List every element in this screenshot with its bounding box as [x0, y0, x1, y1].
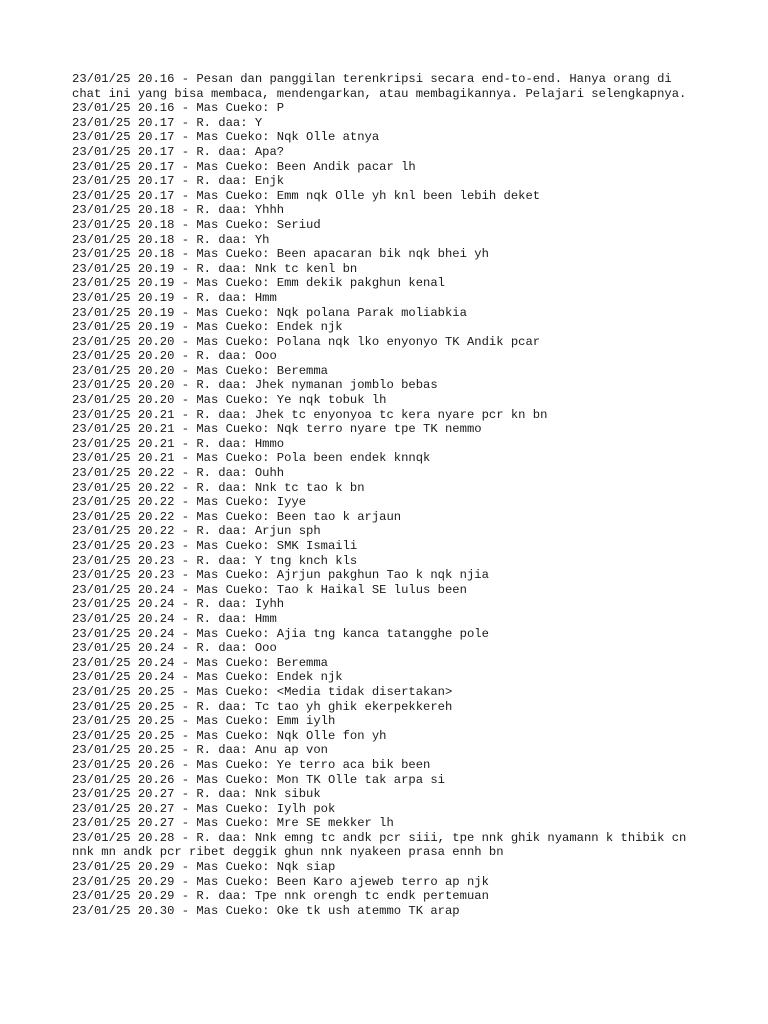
chat-log-line: 23/01/25 20.27 - Mas Cueko: Iylh pok — [72, 801, 336, 816]
chat-log-line: 23/01/25 20.16 - Pesan dan panggilan terenkripsi secara end-to-end. Hanya orang di chat ini yang bisa membaca, mendengarkan, atau membagikannya. Pelajari selengkapnya. — [72, 72, 687, 101]
chat-log-line: 23/01/25 20.19 - Mas Cueko: Emm dekik pakghun kenal — [72, 276, 445, 291]
chat-log-line: 23/01/25 20.25 - Mas Cueko: <Media tidak disertakan> — [72, 684, 453, 699]
chat-log-line: 23/01/25 20.25 - R. daa: Anu ap von — [72, 743, 328, 758]
chat-log-line: 23/01/25 20.23 - R. daa: Y tng knch kls — [72, 553, 358, 568]
chat-log-line: 23/01/25 20.18 - Mas Cueko: Been apacaran bik nqk bhei yh — [72, 247, 489, 262]
chat-log-line: 23/01/25 20.18 - R. daa: Yhhh — [72, 203, 285, 218]
chat-log-line: 23/01/25 20.25 - R. daa: Tc tao yh ghik ekerpekkereh — [72, 699, 453, 714]
chat-log-line: 23/01/25 20.22 - Mas Cueko: Been tao k arjaun — [72, 509, 402, 524]
chat-log-line: 23/01/25 20.29 - R. daa: Tpe nnk orengh tc endk pertemuan — [72, 889, 489, 904]
chat-log-line: 23/01/25 20.17 - R. daa: Enjk — [72, 174, 285, 189]
chat-log-line: 23/01/25 20.19 - R. daa: Nnk tc kenl bn — [72, 261, 358, 276]
chat-log-line: 23/01/25 20.17 - Mas Cueko: Emm nqk Olle yh knl been lebih deket — [72, 188, 541, 203]
chat-log-line: 23/01/25 20.23 - Mas Cueko: Ajrjun pakghun Tao k nqk njia — [72, 568, 489, 583]
chat-log-line: 23/01/25 20.17 - R. daa: Y — [72, 115, 263, 130]
chat-log-line: 23/01/25 20.25 - Mas Cueko: Nqk Olle fon yh — [72, 728, 387, 743]
chat-log-line: 23/01/25 20.17 - Mas Cueko: Nqk Olle atnya — [72, 130, 380, 145]
chat-log-line: 23/01/25 20.21 - Mas Cueko: Nqk terro nyare tpe TK nemmo — [72, 422, 482, 437]
chat-log-line: 23/01/25 20.19 - Mas Cueko: Nqk polana Parak moliabkia — [72, 305, 467, 320]
chat-log-line: 23/01/25 20.17 - R. daa: Apa? — [72, 144, 285, 159]
chat-log-line: 23/01/25 20.22 - R. daa: Arjun sph — [72, 524, 321, 539]
chat-log-line: 23/01/25 20.26 - Mas Cueko: Ye terro aca bik been — [72, 757, 431, 772]
chat-log-line: 23/01/25 20.27 - Mas Cueko: Mre SE mekker lh — [72, 816, 394, 831]
chat-log-line: 23/01/25 20.19 - Mas Cueko: Endek njk — [72, 320, 343, 335]
chat-log-line: 23/01/25 20.27 - R. daa: Nnk sibuk — [72, 787, 321, 802]
chat-log-line: 23/01/25 20.24 - R. daa: Iyhh — [72, 597, 285, 612]
chat-log-line: 23/01/25 20.28 - R. daa: Nnk emng tc andk pcr siii, tpe nnk ghik nyamann k thibik cn nnk mn andk pcr ribet deggik ghun nnk nyakeen prasa ennh bn — [72, 830, 694, 860]
chat-log-document — [72, 72, 702, 918]
chat-log-line: 23/01/25 20.16 - Mas Cueko: P — [72, 101, 285, 116]
chat-log-line: 23/01/25 20.24 - Mas Cueko: Endek njk — [72, 670, 343, 685]
chat-log-line: 23/01/25 20.18 - Mas Cueko: Seriud — [72, 217, 321, 232]
chat-log-line: 23/01/25 20.25 - Mas Cueko: Emm iylh — [72, 714, 336, 729]
chat-log-line: 23/01/25 20.17 - Mas Cueko: Been Andik pacar lh — [72, 159, 416, 174]
chat-log-line: 23/01/25 20.22 - R. daa: Ouhh — [72, 466, 285, 481]
chat-log-line: 23/01/25 20.20 - R. daa: Ooo — [72, 349, 277, 364]
chat-log-line: 23/01/25 20.23 - Mas Cueko: SMK Ismaili — [72, 539, 358, 553]
chat-log-line: 23/01/25 20.21 - R. daa: Hmmo — [72, 436, 285, 451]
chat-log-line: 23/01/25 20.29 - Mas Cueko: Been Karo ajeweb terro ap njk — [72, 874, 489, 889]
chat-log-line: 23/01/25 20.20 - Mas Cueko: Ye nqk tobuk lh — [72, 393, 387, 408]
chat-log-line: 23/01/25 20.20 - Mas Cueko: Beremma — [72, 363, 328, 378]
chat-log-line: 23/01/25 20.24 - R. daa: Hmm — [72, 611, 277, 626]
chat-log-line: 23/01/25 20.20 - Mas Cueko: Polana nqk lko enyonyo TK Andik pcar — [72, 334, 541, 349]
chat-log-line: 23/01/25 20.18 - R. daa: Yh — [72, 232, 270, 247]
chat-log-line: 23/01/25 20.19 - R. daa: Hmm — [72, 290, 277, 305]
chat-log-line: 23/01/25 20.30 - Mas Cueko: Oke tk ush atemmo TK arap — [72, 903, 460, 918]
chat-log-line: 23/01/25 20.29 - Mas Cueko: Nqk siap — [72, 860, 336, 875]
chat-log-line: 23/01/25 20.22 - Mas Cueko: Iyye — [72, 495, 307, 510]
chat-log-line: 23/01/25 20.24 - Mas Cueko: Tao k Haikal SE lulus been — [72, 582, 467, 597]
chat-log-line: 23/01/25 20.24 - R. daa: Ooo — [72, 641, 277, 656]
chat-log-line: 23/01/25 20.21 - Mas Cueko: Pola been endek knnqk — [72, 451, 431, 466]
chat-log-line: 23/01/25 20.22 - R. daa: Nnk tc tao k bn — [72, 480, 365, 495]
chat-log-line: 23/01/25 20.24 - Mas Cueko: Ajia tng kanca tatangghe pole — [72, 626, 489, 641]
chat-log-line: 23/01/25 20.20 - R. daa: Jhek nymanan jomblo bebas — [72, 378, 438, 393]
chat-log-line: 23/01/25 20.21 - R. daa: Jhek tc enyonyoa tc kera nyare pcr kn bn — [72, 407, 548, 422]
chat-log-line: 23/01/25 20.26 - Mas Cueko: Mon TK Olle tak arpa si — [72, 772, 445, 787]
chat-log-line: 23/01/25 20.24 - Mas Cueko: Beremma — [72, 655, 328, 670]
